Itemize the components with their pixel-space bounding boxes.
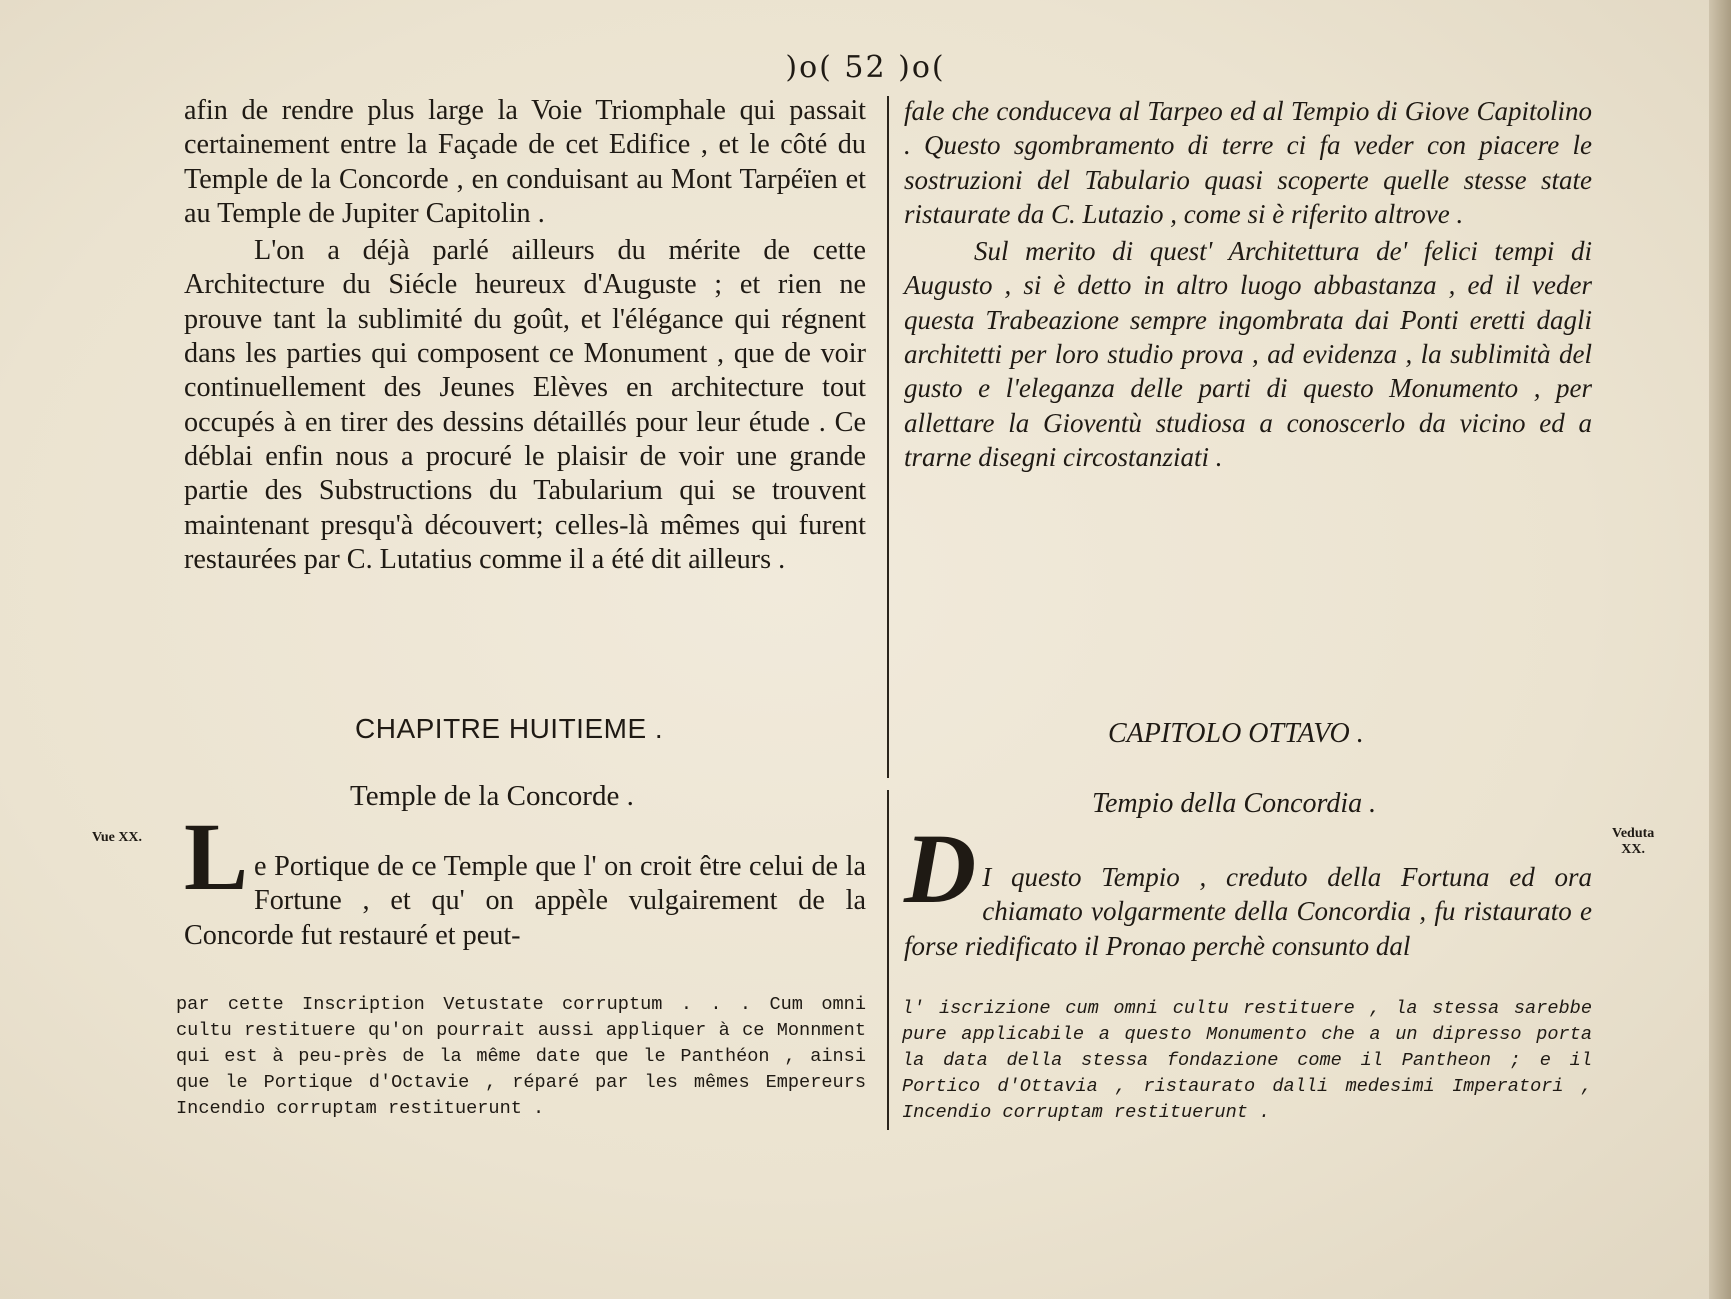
italian-chapter-heading: CAPITOLO OTTAVO .	[1108, 718, 1364, 749]
italian-paragraph-1: fale che conduceva al Tarpeo ed al Tempio di Giove Capitolino . Questo sgombramento di terre ci fa veder con piacere le sostruzioni del Tabulario quasi scoperte quelle stesse state ristaurate da C. Lutazio , come si è riferito altrove .	[904, 96, 1592, 229]
french-column	[184, 94, 866, 577]
french-paragraph-3: e Portique de ce Temple que l' on croit être celui de la Fortune , et qu' on appèle vulgairement de la Concorde fut restauré et peut-	[184, 851, 866, 951]
italian-opening-paragraph	[904, 813, 1592, 963]
page-edge-shadow	[1709, 0, 1731, 1299]
french-dropcap: L	[184, 803, 249, 910]
french-chapter-heading: CHAPITRE HUITIEME .	[355, 713, 664, 744]
margin-note-right	[1612, 826, 1654, 858]
margin-note-right-line2: XX.	[1621, 842, 1645, 857]
margin-note-right-line1: Veduta	[1612, 826, 1655, 841]
italian-column	[904, 94, 1592, 474]
column-divider-bottom	[887, 790, 889, 1130]
italian-paragraph-3: I questo Tempio , creduto della Fortuna ed ora chiamato volgarmente della Concordia , fu ristaurato e forse riedificato il Pronao perchè consunto dal	[904, 862, 1592, 961]
french-paragraph-2: L'on a déjà parlé ailleurs du mérite de cette Architecture du Siécle heureux d'Auguste ; et rien ne prouve tant la sublimité du goût, et l'élégance qui régnent dans les parties qui composent ce Monument , que de voir continuellement des Jeunes Elèves en architecture tout occupés à en tirer des dessins détaillés pour leur étude . Ce déblai enfin nous a procuré le plaisir de voir une grande partie des Substructions du Tabularium qui se trouvent maintenant presqu'à découvert; celles-là mêmes qui furent restaurées par C. Lutatius comme il a été dit ailleurs .	[184, 235, 866, 575]
italian-footnote: l' iscrizione cum omni cultu restituere , la stessa sarebbe pure applicabile a questo Monumento che a un dipresso porta la data della stessa fondazione come il Pantheon ; e il Portico d'Ottavia , ristaurato dalli medesimi Imperatori , Incendio corruptam restituerunt .	[902, 998, 1592, 1123]
page-number: )o( 52 )o(	[785, 50, 946, 85]
column-divider-top	[887, 96, 889, 778]
french-footnote: par cette Inscription Vetustate corruptum . . . Cum omni cultu restituere qu'on pourrait aussi appliquer à ce Monnment qui est à peu-près de la même date que le Panthéon , ainsi que le Portique d'Octavie , réparé par les mêmes Empereurs Incendio corruptam restituerunt .	[176, 994, 866, 1119]
italian-dropcap: D	[904, 813, 977, 924]
french-paragraph-1: afin de rendre plus large la Voie Triomphale qui passait certainement entre la Façade de cet Edifice , et le côté du Temple de la Concorde , en conduisant au Mont Tarpéïen et au Temple de Jupiter Capitolin .	[184, 95, 866, 229]
italian-paragraph-2: Sul merito di quest' Architettura de' felici tempi di Augusto , si è detto in altro luogo abbastanza , ed il veder questa Trabeazione sempre ingombrata dai Ponti eretti dagli architetti per loro studio prova , ad evidenza , la sublimità del gusto e l'eleganza delle parti di questo Monumento , per allettare la Gioventù studiosa a conoscerlo da vicino ed a trarne disegni circostanziati .	[904, 236, 1592, 472]
french-chapter-title: Temple de la Concorde .	[350, 780, 634, 812]
french-opening-paragraph	[184, 803, 866, 953]
margin-note-left: Vue XX.	[92, 830, 143, 845]
italian-chapter-title: Tempio della Concordia .	[1092, 788, 1377, 819]
